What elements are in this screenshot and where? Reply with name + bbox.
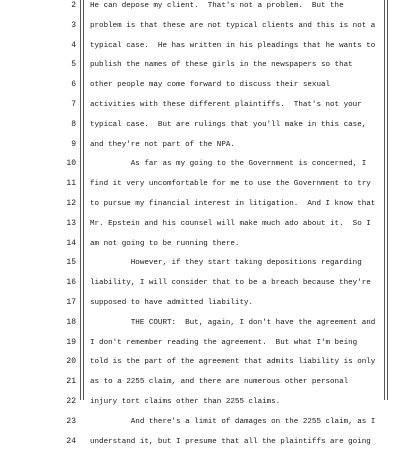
line-number: 19 (66, 337, 76, 347)
line-text: supposed to have admitted liability. (90, 298, 254, 307)
transcript-line (0, 432, 400, 451)
transcript-line (0, 36, 400, 56)
line-number: 16 (66, 278, 76, 288)
transcript-line (0, 174, 400, 194)
line-number: 22 (66, 396, 76, 406)
transcript-line (0, 372, 400, 392)
line-text: typical case. He has written in his pleadings that he wants to (90, 41, 376, 50)
transcript-line (0, 0, 400, 16)
line-text: other people may come forward to discuss their sexual (90, 81, 331, 90)
line-number: 5 (71, 60, 76, 70)
line-number: 7 (71, 99, 76, 109)
line-text: I don't remember reading the agreement. But what I'm being (90, 338, 358, 347)
line-text: am not going to be running there. (90, 239, 240, 248)
transcript-line (0, 412, 400, 432)
line-text: He can depose my client. That's not a problem. But the (90, 2, 344, 10)
line-number: 9 (71, 139, 76, 149)
transcript-line (0, 214, 400, 234)
line-text: However, if they start taking depositions regarding (90, 259, 362, 268)
line-number: 17 (66, 297, 76, 307)
line-text: Mr. Epstein and his counsel will make much ado about it. So I (90, 219, 371, 228)
line-number: 14 (66, 238, 76, 248)
transcript-line (0, 55, 400, 75)
line-number: 24 (66, 436, 76, 446)
transcript-line (0, 313, 400, 333)
line-number: 21 (66, 377, 76, 387)
line-number: 11 (66, 179, 76, 189)
line-number: 2 (71, 1, 76, 10)
transcript-line (0, 135, 400, 155)
line-text: to pursue my financial interest in litigation. And I know that (90, 199, 376, 208)
line-text: And there's a limit of damages on the 2255 claim, as I (90, 417, 376, 426)
line-number: 23 (66, 416, 76, 426)
transcript-line (0, 115, 400, 135)
line-number: 8 (71, 119, 76, 129)
line-text: told is the part of the agreement that admits liability is only (90, 358, 376, 367)
line-number: 18 (66, 317, 76, 327)
transcript-line (0, 352, 400, 372)
line-number: 12 (66, 198, 76, 208)
line-text: understand it, but I presume that all the plaintiffs are going (90, 437, 371, 446)
transcript-line (0, 75, 400, 95)
line-number: 10 (66, 159, 76, 169)
line-text: liability, I will consider that to be a breach because they're (90, 279, 371, 288)
line-text: problem is that these are not typical clients and this is not a (90, 21, 376, 30)
transcript-line (0, 333, 400, 353)
transcript-line (0, 273, 400, 293)
transcript-line (0, 95, 400, 115)
line-number: 13 (66, 218, 76, 228)
line-text: and they're not part of the NPA. (90, 140, 235, 149)
transcript-line (0, 194, 400, 214)
line-number: 3 (71, 20, 76, 30)
transcript-line (0, 16, 400, 36)
line-text: As far as my going to the Government is concerned, I (90, 160, 367, 169)
transcript-line (0, 392, 400, 412)
line-number: 4 (71, 40, 76, 50)
line-text: publish the names of these girls in the newspapers so that (90, 61, 353, 70)
transcript-line (0, 253, 400, 273)
line-number: 6 (71, 80, 76, 90)
line-number: 20 (66, 357, 76, 367)
transcript-line (0, 154, 400, 174)
line-text: THE COURT: But, again, I don't have the agreement and (90, 318, 376, 327)
line-text: typical case. But are rulings that you'll make in this case, (90, 120, 367, 129)
line-text: as to a 2255 claim, and there are numerous other personal (90, 378, 349, 387)
transcript-line (0, 234, 400, 254)
line-text: injury tort claims other than 2255 claims. (90, 397, 281, 406)
line-text: find it very uncomfortable for me to use the Government to try (90, 180, 371, 189)
line-number: 15 (66, 258, 76, 268)
line-text: activities with these different plaintiffs. That's not your (90, 100, 362, 109)
transcript-line (0, 293, 400, 313)
